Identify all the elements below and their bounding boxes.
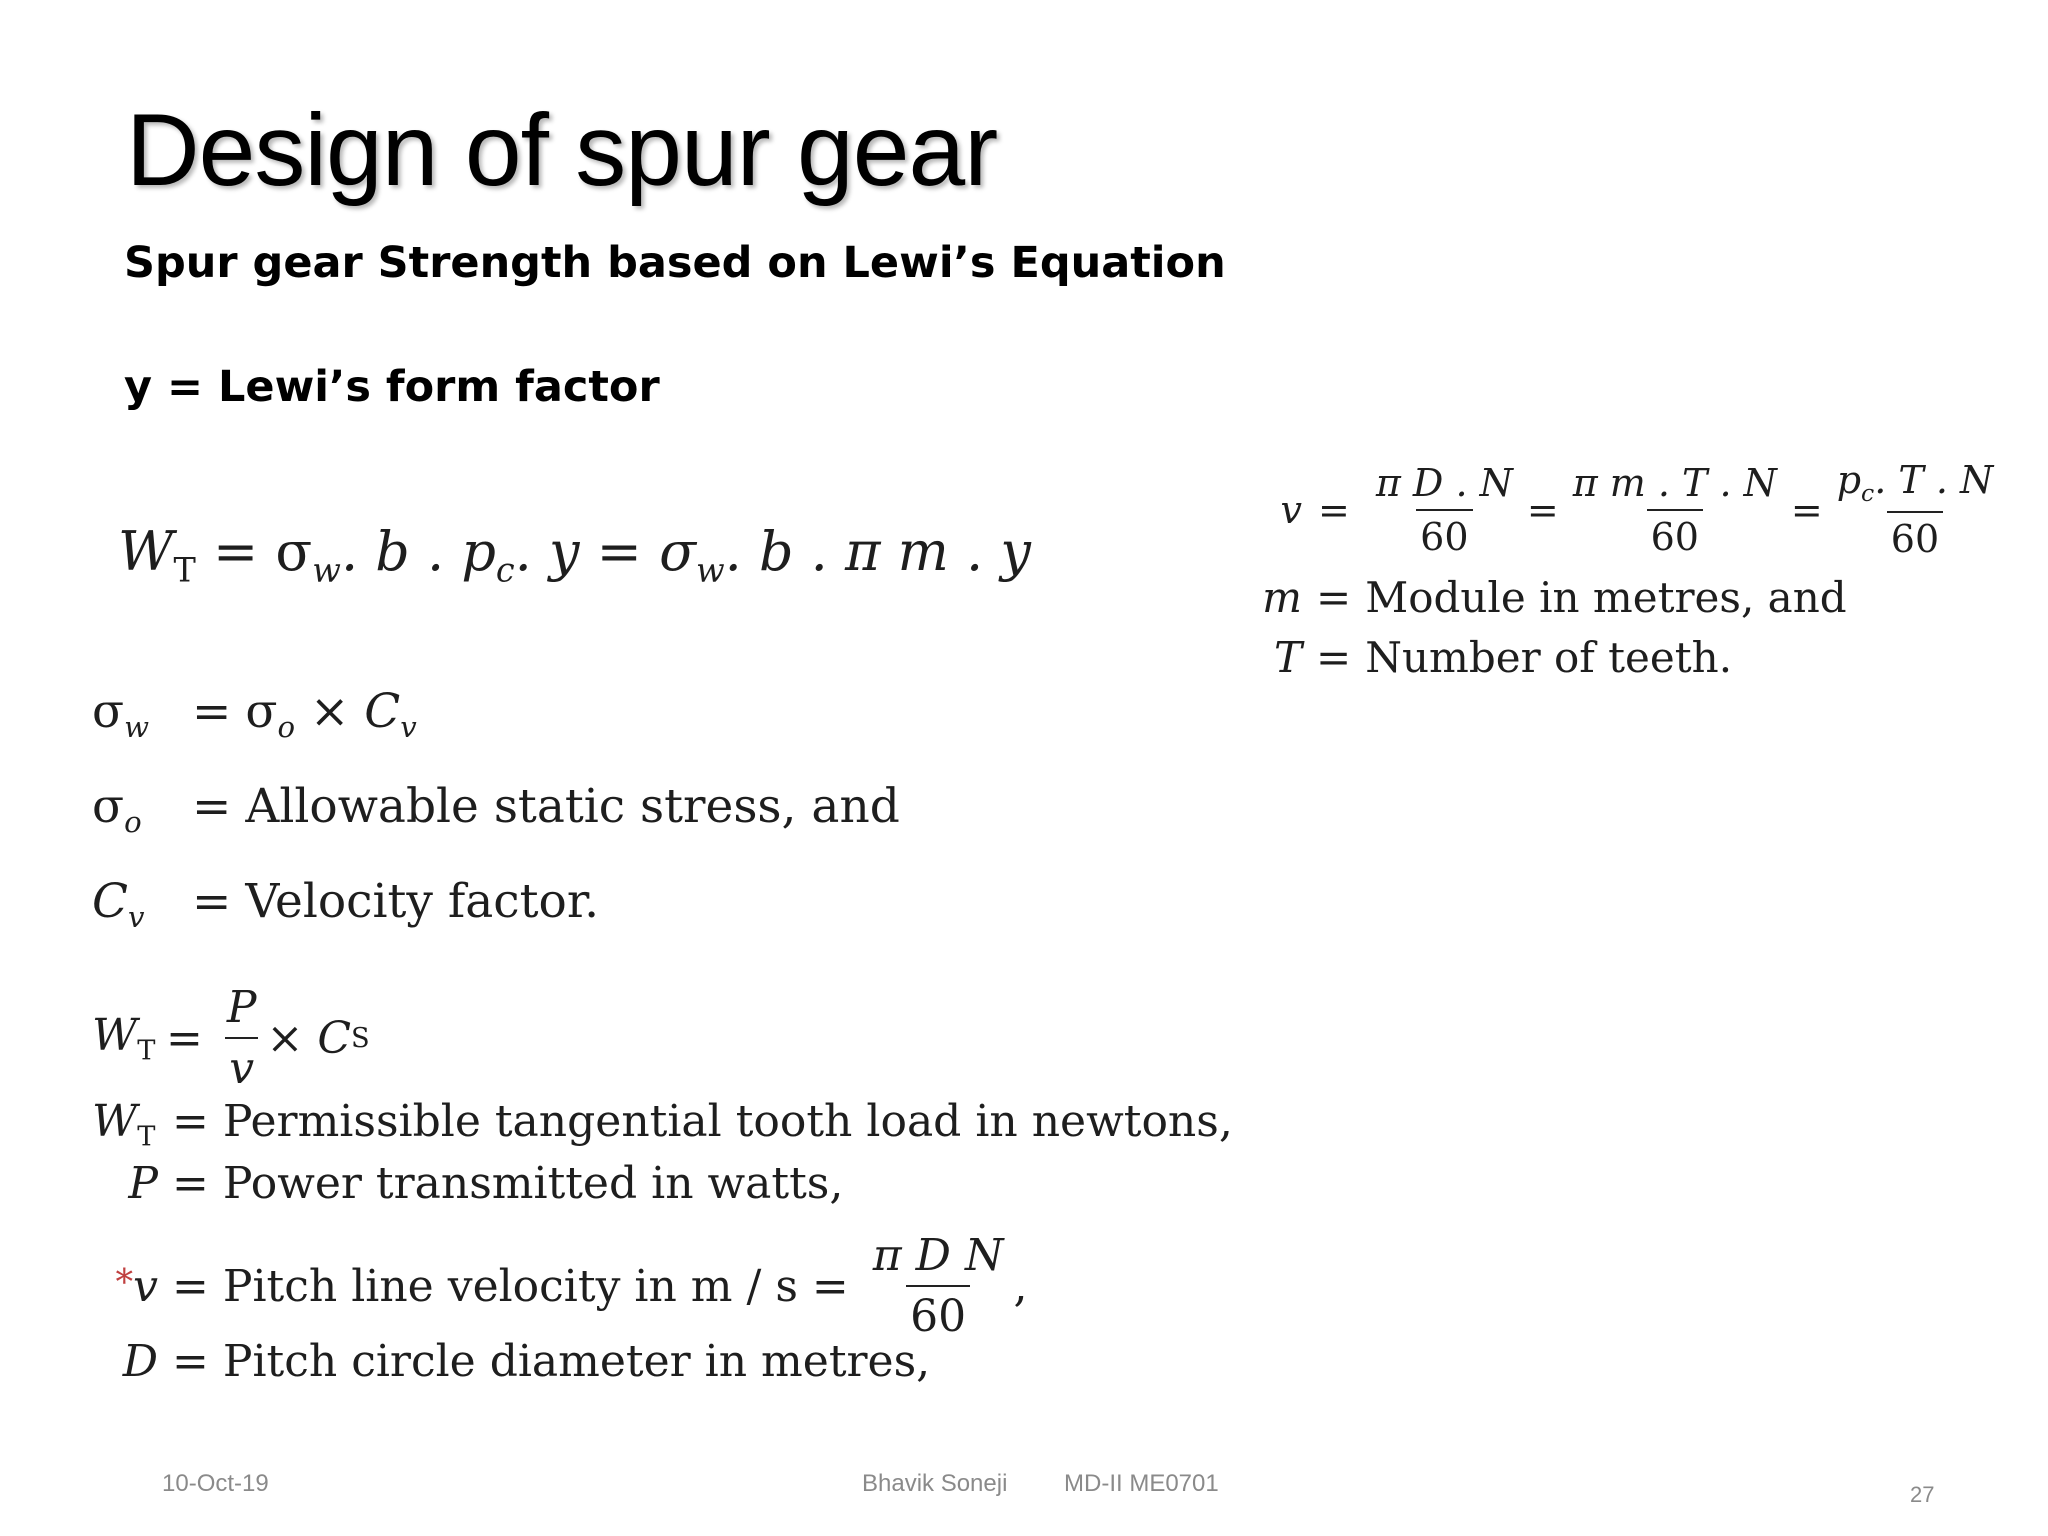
sigma-w-rhs-sub: o	[277, 710, 296, 745]
footer-page-number: 27	[1910, 1482, 1935, 1507]
velocity-frac-2-num: π m . T . N	[1572, 460, 1777, 505]
lewis-lhs-sub: T	[173, 550, 196, 590]
lewis-part2-sub: c	[495, 550, 515, 590]
load-tail: × C	[266, 1012, 352, 1064]
lewis-part3: . y = σ	[514, 520, 696, 583]
lewis-part4: . b . π m . y	[724, 520, 1031, 583]
velocity-frac-1	[1372, 461, 1517, 559]
sigma-o-lhs: σ	[92, 779, 125, 835]
power-def: P = Power transmitted in watts,	[92, 1158, 843, 1209]
sigma-w-rhs-tail-sub: v	[400, 710, 417, 745]
lewis-lhs: W	[118, 520, 174, 583]
lewis-part2: . b . p	[340, 520, 496, 583]
diameter-def: D = Pitch circle diameter in metres,	[92, 1336, 930, 1387]
velocity-frac-3-num: p	[1836, 458, 1862, 502]
cv-lhs: C	[92, 874, 128, 930]
sigma-w-def: $\sigma_w = \sigma_o \times C_v$	[92, 684, 417, 745]
cv-def: $C_v$ = Velocity factor.	[92, 874, 600, 935]
velocity-frac-2	[1569, 461, 1781, 559]
pitch-velocity-frac-den: 60	[906, 1285, 970, 1342]
load-tail-sub: S	[351, 1022, 370, 1054]
velocity-frac-3-den: 60	[1887, 511, 1943, 561]
pitch-velocity-lhs: v	[133, 1260, 158, 1312]
sigma-w-rhs: σ	[245, 684, 278, 739]
wt-rhs: Permissible tangential tooth load in newtons,	[222, 1096, 1233, 1147]
pitch-velocity-star: *	[115, 1261, 134, 1303]
power-lhs: P	[128, 1158, 158, 1209]
velocity-frac-3-num-sub: c	[1861, 479, 1875, 508]
wt-def: $W_T$ = Permissible tangential tooth load in newtons,	[92, 1096, 1233, 1153]
sigma-w-lhs-sub: w	[124, 710, 150, 745]
sigma-w-lhs: σ	[92, 684, 125, 739]
diameter-rhs: Pitch circle diameter in metres,	[222, 1336, 931, 1387]
velocity-frac-1-num: π D . N	[1375, 460, 1513, 505]
lewis-equation	[118, 520, 1031, 590]
module-rhs: Module in metres, and	[1365, 573, 1847, 622]
velocity-frac-2-den: 60	[1647, 509, 1703, 559]
sigma-definitions	[92, 672, 900, 958]
footer-date: 10-Oct-19	[162, 1470, 269, 1497]
module-lhs: m	[1262, 573, 1302, 622]
load-lhs: W	[92, 1009, 138, 1061]
velocity-lhs: v	[1280, 487, 1302, 532]
sigma-o-rhs: Allowable static stress, and	[245, 779, 900, 835]
teeth-rhs: Number of teeth.	[1365, 633, 1733, 682]
diameter-lhs: D	[122, 1336, 158, 1387]
sigma-o-def: $\sigma_o$ = Allowable static stress, and	[92, 779, 900, 840]
velocity-definitions	[1250, 568, 1847, 688]
load-frac	[223, 982, 261, 1094]
footer-course: MD-II ME0701	[1064, 1470, 1219, 1497]
velocity-frac-3-num-tail: . T . N	[1874, 458, 1994, 502]
lewis-part3-sub: w	[695, 550, 725, 590]
teeth-lhs: T	[1273, 633, 1302, 682]
slide-subtitle: Spur gear Strength based on Lewi’s Equation	[124, 238, 1226, 288]
pitch-velocity-frac	[869, 1230, 1008, 1342]
pitch-velocity-frac-num: π D N	[872, 1230, 1004, 1281]
wt-lhs-sub: T	[137, 1121, 156, 1153]
cv-rhs: Velocity factor.	[245, 874, 600, 930]
sigma-w-rhs-tail: × C	[295, 684, 401, 739]
sigma-o-lhs-sub: o	[124, 805, 142, 840]
load-frac-den: v	[225, 1037, 258, 1094]
pitch-velocity-def: *v = Pitch line velocity in m / s = $\frac{\text{π D N}}{60}$ ,	[115, 1230, 1028, 1342]
velocity-frac-3	[1833, 458, 1998, 561]
pitch-velocity-rhs: Pitch line velocity in m / s	[222, 1260, 798, 1312]
pitch-velocity-tail: ,	[1013, 1260, 1028, 1312]
power-rhs: Power transmitted in watts,	[222, 1158, 844, 1209]
velocity-frac-1-den: 60	[1416, 509, 1472, 559]
module-def: m = Module in metres, and	[1250, 568, 1847, 628]
lewis-rhs: = σ	[213, 520, 313, 583]
load-frac-num: P	[226, 982, 257, 1033]
footer-author: Bhavik Soneji	[862, 1470, 1008, 1497]
form-factor-note: y = Lewi’s form factor	[124, 362, 660, 412]
velocity-equation: v = $\frac{\text{π D . N}}{60}$ = $\frac{\text{π m . T . N}}{60}$ = $\frac{p_c. T . N}{60}$	[1262, 458, 2003, 561]
teeth-def: T = Number of teeth.	[1250, 628, 1847, 688]
wt-lhs: W	[92, 1096, 138, 1147]
lewis-rhs-sub: w	[312, 550, 341, 590]
slide-title: Design of spur gear	[126, 93, 998, 207]
load-equation: $W_T$ = $\frac{P}{v}$ × C S	[92, 982, 370, 1094]
load-lhs-sub: T	[137, 1035, 156, 1067]
cv-lhs-sub: v	[127, 900, 145, 935]
